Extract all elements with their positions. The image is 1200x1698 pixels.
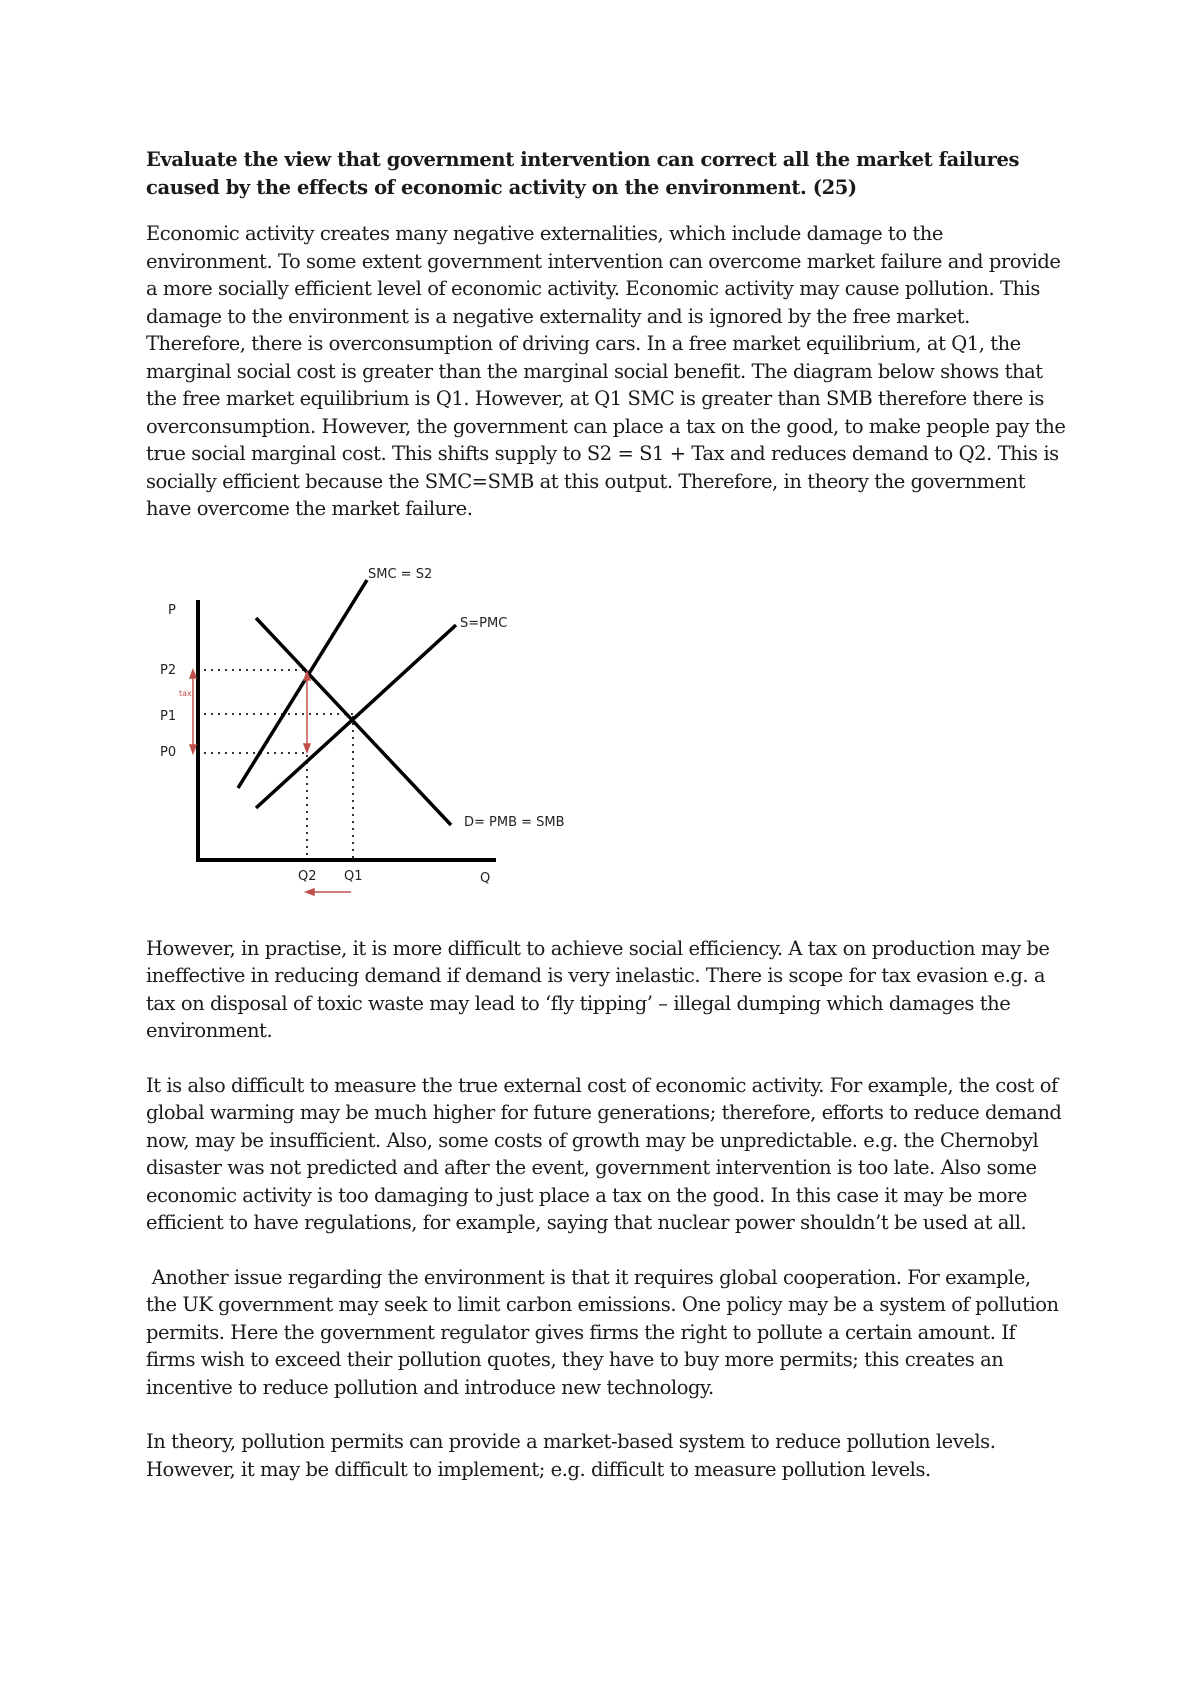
paragraph-global-cooperation: Another issue regarding the environment is that it requires global cooperation. For example, the UK government may seek to limit carbon emissions. One policy may be a system of pollution permits. Here the government regulator gives firms the right to pollute a certain amount. If firms wish to exceed their pollution quotes, they have to buy more permits; this creates an incentive to reduce pollution and introduce new technology. xyxy=(146,1265,1065,1399)
p2-label: P2 xyxy=(160,662,177,678)
paragraph-permits: In theory, pollution permits can provide a market-based system to reduce pollution levels. However, it may be difficult to implement; e.g. difficult to measure pollution levels. xyxy=(146,1430,996,1481)
document-page xyxy=(146,146,1066,1510)
tax-arrow-curve xyxy=(304,672,310,752)
essay-title: Evaluate the view that government intervention can correct all the market failures caused by the effects of economic activity on the environment. (25) xyxy=(146,148,1020,199)
p1-label: P1 xyxy=(160,708,177,724)
pmc-curve xyxy=(256,625,456,808)
smc-label: SMC = S2 xyxy=(368,566,433,582)
quantity-shift-arrow xyxy=(306,889,351,895)
diagram-svg xyxy=(146,550,606,905)
externality-diagram xyxy=(146,550,606,905)
q2-label: Q2 xyxy=(298,868,317,884)
tax-label: tax xyxy=(179,688,192,698)
pmc-label: S=PMC xyxy=(460,615,508,631)
paragraph-practice: However, in practise, it is more difficult to achieve social efficiency. A tax on production may be ineffective in reducing demand if demand is very inelastic. There is scope for tax evasion e.g. a tax on disposal of toxic waste may lead to ‘fly tipping’ – illegal dumping which damages the environment. xyxy=(146,936,1050,1042)
paragraph-measurement: It is also difficult to measure the true external cost of economic activity. For example, the cost of global warming may be much higher for future generations; therefore, efforts to reduce demand now, may be insufficient. Also, some costs of growth may be unpredictable. e.g. the Chernobyl disaster was not predicted and after the event, government intervention is too late. Also some economic activity is too damaging to just place a tax on the good. In this case it may be more efficient to have regulations, for example, saying that nuclear power shouldn’t be used at all. xyxy=(146,1073,1062,1234)
paragraph-intro: Economic activity creates many negative externalities, which include damage to the environment. To some extent government intervention can overcome market failure and provide a more socially efficient level of economic activity. Economic activity may cause pollution. This damage to the environment is a negative externality and is ignored by the free market. Therefore, there is overconsumption of driving cars. In a free market equilibrium, at Q1, the marginal social cost is greater than the marginal social benefit. The diagram below shows that the free market equilibrium is Q1. However, at Q1 SMC is greater than SMB therefore there is overconsumption. However, the government can place a tax on the good, to make people pay the true social marginal cost. This shifts supply to S2 = S1 + Tax and reduces demand to Q2. This is socially efficient because the SMC=SMB at this output. Therefore, in theory the government have overcome the market failure. xyxy=(146,222,1066,520)
y-axis-label: P xyxy=(168,602,176,618)
smc-curve xyxy=(238,580,367,788)
p0-label: P0 xyxy=(160,744,177,760)
demand-label: D= PMB = SMB xyxy=(464,814,565,830)
q1-label: Q1 xyxy=(344,868,363,884)
x-axis-label: Q xyxy=(480,870,491,886)
tax-arrow-axis xyxy=(190,670,196,753)
